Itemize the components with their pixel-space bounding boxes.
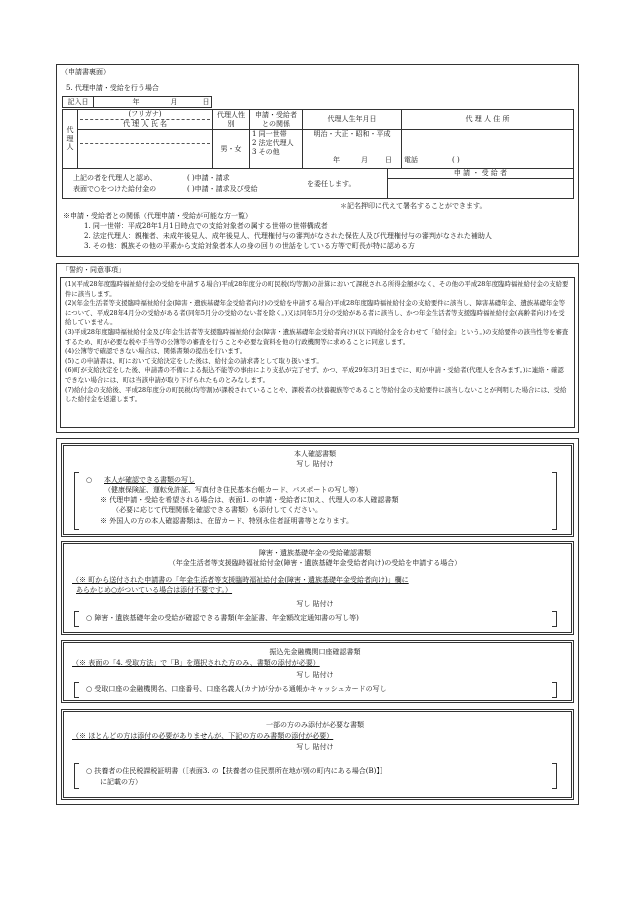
pledge-item-4: (4)公簿等で確認できない場合は、関係書類の提出を行います。 bbox=[65, 347, 247, 356]
option-apply[interactable]: ( )申請・請求 bbox=[187, 174, 230, 182]
identity-line-1: 本人が確認できる書類の写し bbox=[104, 476, 195, 484]
proxy-address-field[interactable] bbox=[402, 130, 574, 169]
pledge-item-6: (6)町が支給決定をした後、申請書の不備による振込不能等の事由により支払が完了せず、かつ、平成29年3月3日までに、町が申請・受給者(代理人を含みます。)に連絡・確認できない場合には、町は当該申請が取り下げられたものとみなします。 bbox=[65, 366, 564, 384]
pledge-item-3: (3)平成28年度臨時福祉給付金及び年金生活者等支援臨時福祉給付金(障害・遺族基礎年金受給者向け)(以下両給付金を合わせて「給付金」という。)の支給要件の該当性等を審査するため、町が必要な税や手当等の公簿等の審査を行うことや必要な資料を他の行政機関等に求めることに同意します。 bbox=[65, 327, 569, 346]
era-options[interactable]: 明治・大正・昭和・平成 bbox=[313, 130, 391, 138]
pledge-item-2: (2)(年金生活者等支援臨時福祉給付金(障害・遺族基礎年金受給者向け)の受給を申請する場合)平成28年度臨時福祉給付金の支給要件に該当し、障害基礎年金、遺族基礎年金等について、平成28年4月分の受給がある者(同年5月分の受給のない者を除く。)又は同年5月分の受給がある者に該当し、かつ年金生活者等支援臨時福祉給付金(高齢者向け)を受給していません。 bbox=[65, 299, 566, 327]
bank-note: （※ 表面の「4. 受取方法」で「B」を選択された方のみ、書類の添付が必要） bbox=[72, 659, 320, 667]
proxy-heading: 5. 代理申請・受給を行う場合 bbox=[66, 84, 159, 92]
pledge-item-5: (5)この申請書は、町において支給決定をした後は、給付金の請求書として取り扱います。 bbox=[65, 356, 323, 365]
birth-year: 年 bbox=[333, 156, 340, 164]
delegate-line-2: 表面で○をつけた給付金の bbox=[73, 185, 157, 193]
identity-line-3: ※ 代理申請・受給を希望される場合は、表面1. の申請・受給者に加え、代理人の本人確認書類 bbox=[100, 496, 399, 504]
proxy-table bbox=[62, 109, 574, 169]
pension-note-2: あらかじめ○がついている場合は添付不要です。） bbox=[76, 586, 233, 594]
relation-option-2[interactable]: 2 法定代理人 bbox=[252, 138, 294, 147]
identity-line-4: （必要に応じて代理関係を確認できる書類）も添付してください。 bbox=[112, 506, 322, 514]
delegation-table bbox=[62, 168, 574, 199]
partial-item-1: ○ 扶養者の住民税課税証明書（［表面3. の【扶養者の住民票所在地が別の町内にある場合(B)】］ bbox=[86, 767, 387, 775]
tel-parens: ( ) bbox=[452, 156, 460, 164]
day-label: 日 bbox=[202, 97, 210, 106]
proxy-gender-label: 代理人性別 bbox=[213, 110, 250, 130]
relation-note-2: 2. 法定代理人：親権者、未成年後見人、成年後見人、代理権付与の審判がなされた保佐人及び代理権付与の審判がなされた補助人 bbox=[84, 232, 492, 240]
relation-option-3[interactable]: 3 その他 bbox=[252, 147, 280, 156]
identity-line-2: （健康保険証、運転免許証、写真付き住民基本台帳カード、パスポートの写し等） bbox=[104, 486, 363, 494]
relation-field[interactable] bbox=[250, 130, 303, 169]
applicant-sign-field[interactable] bbox=[388, 178, 574, 198]
delegate-line-1: 上記の者を代理人と認め、 bbox=[73, 174, 157, 182]
pension-title-1: 障害・遺族基礎年金の受給確認書類 bbox=[259, 549, 371, 557]
birth-month: 月 bbox=[361, 156, 368, 164]
pledge-item-7: (7)給付金の支給後、平成28年度分の町民税(均等割)が課税されていることや、課税者の扶養親族等であること等給付金の支給要件に該当しないことが判明した場合には、受給した給付金を返還します。 bbox=[65, 385, 567, 404]
option-apply-receive[interactable]: ( )申請・請求及び受給 bbox=[187, 185, 258, 193]
relation-label: 申請・受給者との関係 bbox=[250, 110, 303, 130]
pledge-item-1: (1)(平成28年度臨時福祉給付金の受給を申請する場合)平成28年度分の町民税(均等割)の計算において課税される所得金額がなく、その他の平成28年度臨時福祉給付金の支給要件に該当します。 bbox=[65, 280, 569, 298]
birth-label: 代理人生年月日 bbox=[303, 110, 402, 130]
furigana-label: (フリガナ) bbox=[128, 110, 162, 118]
identity-line-5: ※ 外国人の方の本人確認書類は、在留カード、特別永住者証明書等となります。 bbox=[100, 517, 354, 525]
relation-option-1[interactable]: 1 同一世帯 bbox=[252, 130, 287, 138]
bank-paste: 写し 貼付け bbox=[296, 671, 334, 679]
proxy-address-label: 代 理 人 住 所 bbox=[402, 110, 574, 130]
identity-bullet: ○ bbox=[86, 476, 93, 484]
bank-title: 振込先金融機関口座確認書類 bbox=[269, 648, 361, 656]
pledge-title: 「誓約・同意事項」 bbox=[62, 266, 125, 274]
pension-paste: 写し 貼付け bbox=[296, 600, 334, 608]
proxy-name-field[interactable] bbox=[78, 130, 213, 169]
sign-note: ＊記名押印に代えて署名することができます。 bbox=[340, 202, 487, 210]
pension-item: ○ 障害・遺族基礎年金の受給が確認できる書類(年金証書、年金額改定通知書の写し等) bbox=[86, 614, 359, 622]
identity-title: 本人確認書類 bbox=[294, 450, 336, 458]
birth-day: 日 bbox=[385, 156, 392, 164]
year-label: 年 bbox=[132, 97, 140, 106]
month-label: 月 bbox=[170, 97, 178, 106]
identity-paste: 写し 貼付け bbox=[296, 460, 334, 468]
page-label: （申請書裏面） bbox=[61, 68, 110, 76]
proxy-side-label: 代理人 bbox=[63, 110, 78, 169]
proxy-gender-field[interactable]: 男・女 bbox=[213, 130, 250, 169]
entry-date-field[interactable] bbox=[94, 97, 212, 108]
birth-field[interactable] bbox=[303, 130, 402, 169]
relation-note-title: ※申請・受給者との関係（代理申請・受給が可能な方一覧） bbox=[63, 212, 252, 220]
partial-item-2: に記載の方） bbox=[100, 778, 142, 786]
bank-item: ○ 受取口座の金融機関名、口座番号、口座名義人(カナ)が分かる通帳かキャッシュカードの写し bbox=[86, 685, 387, 693]
partial-title: 一部の方のみ添付が必要な書類 bbox=[266, 721, 364, 729]
pension-title-2: （年金生活者等支援臨時福祉給付金(障害・遺族基礎年金受給者向け)の受給を申請する場合） bbox=[168, 559, 462, 567]
entrust-text: を委任します。 bbox=[307, 180, 356, 188]
applicant-header: 申 請 ・ 受 給 者 bbox=[388, 169, 574, 179]
relation-note-1: 1. 同一世帯：平成28年1月1日時点での支給対象者の属する世帯の世帯構成者 bbox=[84, 222, 328, 230]
partial-paste: 写し 貼付け bbox=[296, 743, 334, 751]
pledge-box bbox=[60, 277, 575, 428]
pension-note-1: （※ 町から送付された申請書の「年金生活者等支援臨時福祉給付金(障害・遺族基礎年金受給者向け)」欄に bbox=[72, 576, 409, 584]
entry-date-table bbox=[62, 96, 212, 108]
tel-label: 電話 bbox=[404, 156, 418, 164]
partial-note: （※ ほとんどの方は添付の必要がありませんが、下記の方のみ書類の添付が必要） bbox=[72, 732, 334, 740]
proxy-name-label: 代 理 人 氏 名 bbox=[80, 119, 210, 129]
relation-note-3: 3. その他：親族その他の平素から支給対象者本人の身の回りの世話をしている方等で町長が特に認める方 bbox=[84, 242, 415, 250]
entry-date-label: 記入日 bbox=[63, 97, 94, 108]
